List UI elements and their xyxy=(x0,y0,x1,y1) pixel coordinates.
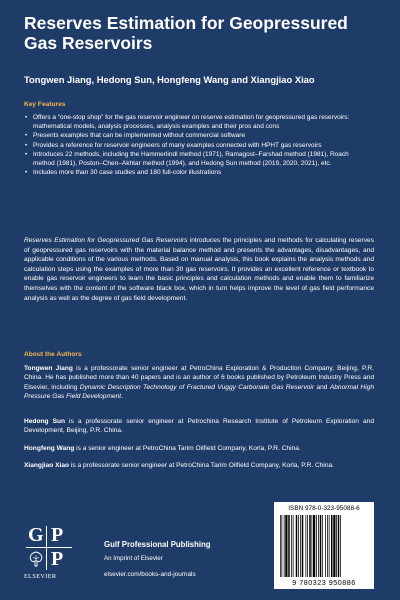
author-bio xyxy=(24,444,374,453)
author-book-title: Dynamic Description Technology of Fractured Vuggy Carbonate Gas Reservoir xyxy=(79,383,315,391)
publisher-name: Gulf Professional Publishing xyxy=(104,540,211,549)
book-description xyxy=(24,236,374,303)
logo-letter: P xyxy=(51,524,64,546)
author-name: Hedong Sun xyxy=(24,418,66,425)
author-bio-text: is a professorate senior engineer at PetroChina Exploration & Production Company, Beijing, P.R. China. He has published more than 40 papers and is an author of 6 books published by Petroleum Industry Press and Elsevier, including xyxy=(24,365,375,391)
logo-divider xyxy=(26,547,72,548)
author-bio-text: . xyxy=(121,393,123,401)
logo-divider xyxy=(46,526,47,570)
logo-letter: P xyxy=(51,548,64,570)
key-feature-item: • Includes more than 30 case studies and 180 full-color illustrations xyxy=(24,169,370,178)
book-title: Reserves Estimation for Geopressured Gas Reservoirs xyxy=(24,13,348,53)
author-name: Tongwen Jiang xyxy=(24,365,73,372)
description-text: introduces the principles and methods for calculating reserves of geopressured gas reservoirs with the material balance method and presents the advantages, disadvantages, and applicable conditions of the various methods. Based on manual analysis, this book explains the analysis methods and calculation steps using the examples of more than 30 gas reservoirs. It provides an excellent reference or textbook to enable gas reservoir engineers to learn the basic principles and calculation methods and enable them to familiarize themselves with the content of the software black box, which in turn helps improve the level of gas field performance analysis as well as the degree of gas field development. xyxy=(24,237,375,302)
logo-letter: G xyxy=(28,524,44,546)
author-name: Hongfeng Wang xyxy=(24,445,75,452)
author-bio xyxy=(24,364,374,402)
description-book-title: Reserves Estimation for Geopressured Gas Reservoirs xyxy=(24,237,188,244)
isbn-label: ISBN 978-0-323-95088-6 xyxy=(288,505,360,512)
gulf-professional-publishing-logo xyxy=(24,524,74,572)
key-feature-item: • Introduces 22 methods, including the Hammerlindl method (1971), Ramagost–Farshad method (1981), Roach method (1981), Poston–Chen–Akhtar method (1994), and Hedong Sun method (2019, 2020, 2021), etc. xyxy=(24,151,370,169)
author-bio-text: and xyxy=(314,383,330,391)
key-features-list xyxy=(24,114,370,179)
author-bio xyxy=(24,417,374,436)
elsevier-tree-icon xyxy=(28,551,44,567)
author-bio-text: is a senior engineer at PetroChina Tarim Oilfield Company, Korla, P.R. China. xyxy=(74,445,301,452)
author-bio xyxy=(24,461,374,470)
author-bio-text: is a professorate senior engineer at PetroChina Tarim Oilfield Company, Korla, P.R. China. xyxy=(69,462,335,469)
barcode-bars xyxy=(279,515,369,577)
barcode-digits: 9 780323 950886 xyxy=(292,578,356,587)
elsevier-wordmark: ELSEVIER xyxy=(24,573,57,580)
key-features-heading: Key Features xyxy=(24,101,66,108)
publisher-imprint: An Imprint of Elsevier xyxy=(104,555,163,562)
key-feature-item: • Offers a “one-stop shop” for the gas reservoir engineer on reserve estimation for geopressured gas reservoirs: mathematical models, analysis processes, analysis examples and their pros and cons xyxy=(24,114,370,132)
isbn-barcode xyxy=(274,502,374,589)
about-authors-heading: About the Authors xyxy=(24,351,82,358)
author-bio-text: is a professorate senior engineer at Petrochina Research Institute of Petroleum Exploration and Development, Beijing, P.R. China. xyxy=(24,418,374,435)
key-feature-item: • Provides a reference for reservoir engineers of many examples connected with HPHT gas reservoirs xyxy=(24,142,370,151)
publisher-url: elsevier.com/books-and-journals xyxy=(104,571,196,578)
author-book-title: Abnormal High Pressure Gas Field Development xyxy=(24,383,374,401)
key-feature-item: • Presents examples that can be implemented without commercial software xyxy=(24,132,370,141)
author-list: Tongwen Jiang, Hedong Sun, Hongfeng Wang and Xiangjiao Xiao xyxy=(24,74,315,85)
author-name: Xiangjiao Xiao xyxy=(24,462,70,469)
